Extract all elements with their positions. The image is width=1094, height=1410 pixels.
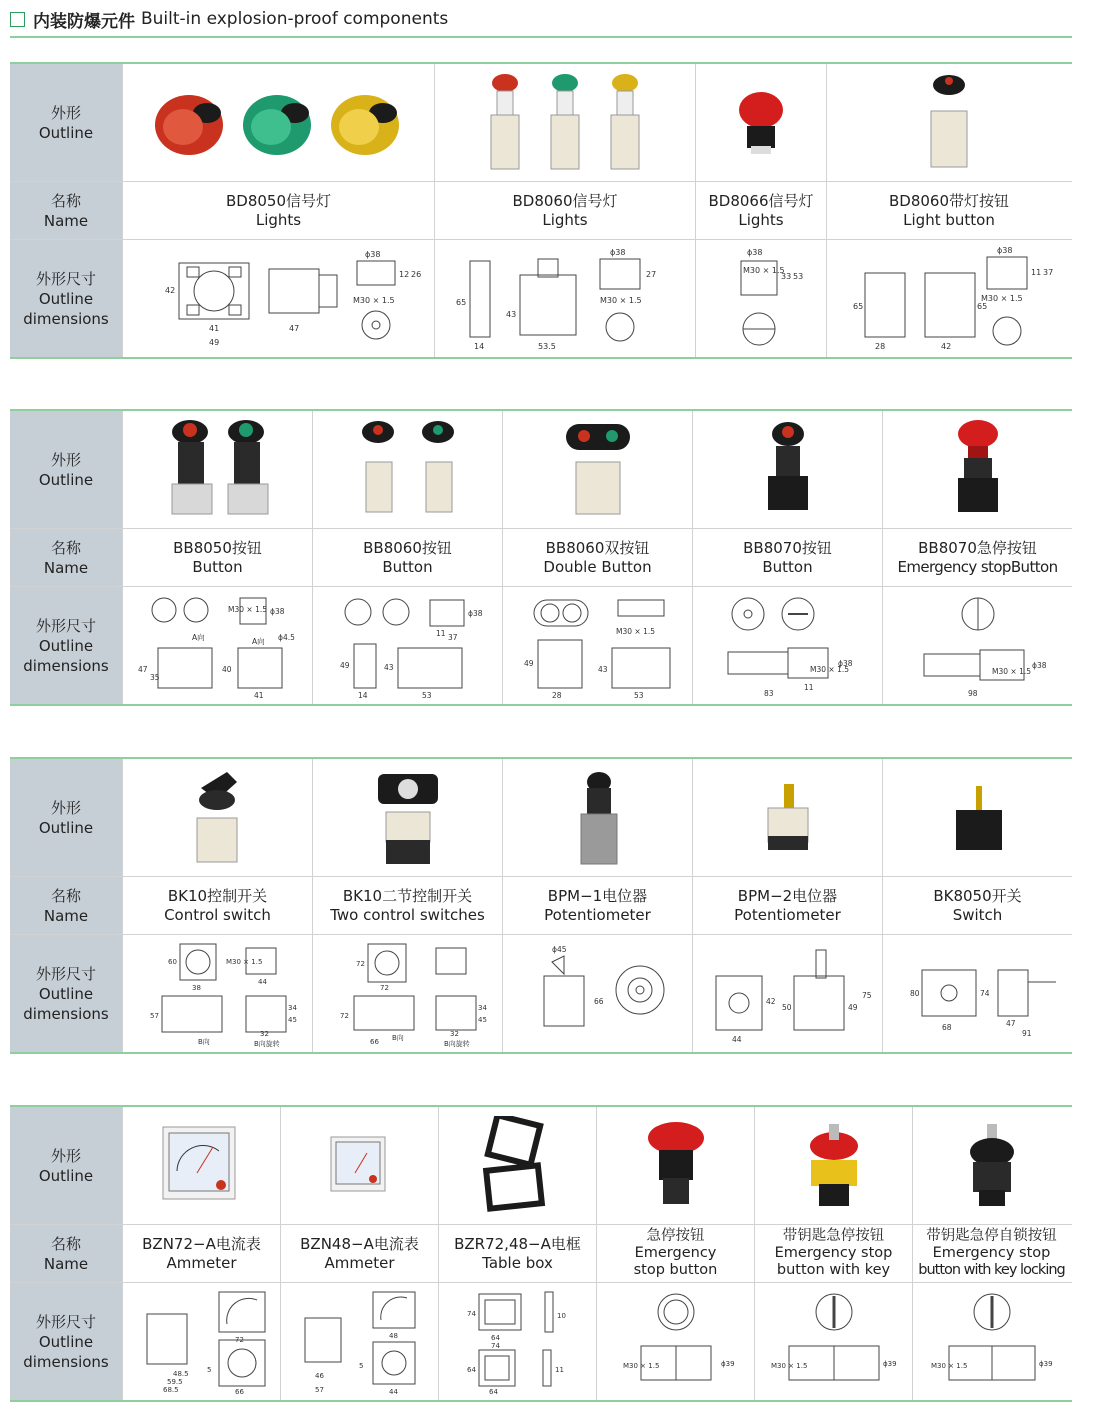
product-name-cell bbox=[692, 529, 882, 586]
label-en: Outline bbox=[38, 636, 94, 655]
section-meters bbox=[10, 1105, 1072, 1402]
product-name: BB8070按钮 bbox=[743, 538, 832, 557]
label-en: Name bbox=[43, 558, 89, 577]
product-name-en: Button bbox=[382, 557, 433, 576]
dim-label: 66 bbox=[593, 996, 604, 1006]
dim-label: ϕ4.5 bbox=[277, 632, 295, 642]
name-row bbox=[10, 1225, 1072, 1283]
dimensions-row bbox=[10, 935, 1072, 1052]
dimension-drawing bbox=[502, 587, 692, 704]
dim-label: 57 bbox=[149, 1011, 159, 1020]
product-photo-bb8070 bbox=[692, 411, 882, 528]
dim-label: 44 bbox=[257, 977, 267, 986]
label-en: Outline bbox=[38, 984, 94, 1003]
product-name-en: Double Button bbox=[543, 557, 652, 576]
dimension-drawing bbox=[596, 1283, 754, 1400]
dim-label: 11 bbox=[803, 682, 814, 692]
dim-label: 11 bbox=[554, 1365, 564, 1374]
dim-label: 74 bbox=[979, 988, 990, 998]
dim-label: 91 bbox=[1021, 1028, 1032, 1038]
label-en: Name bbox=[43, 211, 89, 230]
product-name-cell bbox=[695, 182, 826, 239]
label-zh: 外形 bbox=[50, 1146, 81, 1165]
dim-label: 43 bbox=[597, 664, 608, 674]
product-name: BB8060双按钮 bbox=[545, 538, 650, 557]
section-lights bbox=[10, 62, 1072, 359]
dim-label: 66 bbox=[234, 1387, 244, 1396]
product-photo-bpm2 bbox=[692, 759, 882, 876]
dim-label: M30 × 1.5 bbox=[615, 626, 655, 636]
dim-label: 75 bbox=[861, 990, 872, 1000]
product-name-cell bbox=[826, 182, 1071, 239]
product-photo-bd8060 bbox=[434, 64, 695, 181]
header-title-zh: 内装防爆元件 bbox=[33, 11, 135, 32]
dim-label: 34 bbox=[477, 1003, 487, 1012]
section-buttons bbox=[10, 409, 1072, 706]
dim-label: 49 bbox=[847, 1002, 858, 1012]
product-name: BZR72,48−A电框 bbox=[454, 1234, 581, 1253]
label-zh: 名称 bbox=[50, 538, 81, 557]
product-name: BB8050按钮 bbox=[173, 538, 262, 557]
outline-row bbox=[10, 411, 1072, 529]
dim-label: B向 bbox=[197, 1037, 210, 1046]
dim-label: 38 bbox=[191, 983, 201, 992]
green-button-icon bbox=[228, 420, 268, 514]
dim-label: 42 bbox=[164, 285, 175, 295]
product-name-cell bbox=[502, 877, 692, 934]
product-name: BZN72−A电流表 bbox=[142, 1234, 261, 1253]
product-photo-bb8060 bbox=[312, 411, 502, 528]
product-name: 带钥匙急停按钮 bbox=[782, 1228, 885, 1244]
dim-label: 65 bbox=[456, 297, 467, 307]
dim-label: 11 bbox=[435, 628, 446, 638]
product-name-en: Potentiometer bbox=[734, 905, 841, 924]
label-en: dimensions bbox=[23, 1004, 109, 1023]
dim-label: 43 bbox=[383, 662, 394, 672]
row-label-dimensions bbox=[10, 587, 122, 704]
dim-label: 37 bbox=[1043, 267, 1054, 277]
dim-label: 53.5 bbox=[538, 341, 556, 351]
dim-label: ϕ45 bbox=[551, 944, 566, 954]
label-zh: 名称 bbox=[50, 1234, 81, 1253]
dimension-drawing bbox=[695, 240, 826, 357]
dimension-drawing bbox=[122, 587, 312, 704]
product-name-cell bbox=[312, 529, 502, 586]
dim-label: ϕ38 bbox=[467, 608, 482, 618]
dim-label: 46 bbox=[314, 1371, 324, 1380]
row-label-outline bbox=[10, 64, 122, 181]
product-name-cell bbox=[502, 529, 692, 586]
header-title-en: Built-in explosion-proof components bbox=[141, 9, 449, 29]
dim-label: 64 bbox=[490, 1333, 500, 1342]
product-name-en: Emergency stop bbox=[932, 1245, 1051, 1261]
yellow-lamp-module-icon bbox=[611, 74, 639, 169]
label-zh: 名称 bbox=[50, 886, 81, 905]
dim-label: M30 × 1.5 bbox=[622, 1361, 659, 1370]
row-label-dimensions bbox=[10, 935, 122, 1052]
product-name: BD8066信号灯 bbox=[708, 191, 814, 210]
product-name: 急停按钮 bbox=[646, 1228, 705, 1244]
dim-label: 45 bbox=[477, 1015, 487, 1024]
dim-label: 59.5 bbox=[166, 1377, 183, 1386]
product-name-cell bbox=[122, 182, 434, 239]
dimension-drawing bbox=[502, 935, 692, 1052]
label-en: dimensions bbox=[23, 1352, 109, 1371]
product-name-cell bbox=[882, 877, 1072, 934]
dim-label: 28 bbox=[551, 690, 562, 700]
dim-label: 47 bbox=[137, 664, 148, 674]
dim-label: 10 bbox=[556, 1311, 566, 1320]
dim-label: A向 bbox=[191, 632, 205, 642]
dim-label: 42 bbox=[765, 996, 776, 1006]
product-name-cell bbox=[280, 1225, 438, 1282]
header-rule bbox=[10, 36, 1072, 38]
dim-label: ϕ38 bbox=[837, 658, 852, 668]
product-name-en: Button bbox=[192, 557, 243, 576]
dim-label: 47 bbox=[1005, 1018, 1016, 1028]
label-en: Outline bbox=[38, 470, 94, 489]
label-zh: 外形 bbox=[50, 450, 81, 469]
dim-label: 72 bbox=[339, 1011, 349, 1020]
dim-label: 72 bbox=[355, 959, 365, 968]
outline-row bbox=[10, 1107, 1072, 1225]
dimension-drawing bbox=[826, 240, 1071, 357]
product-name-en-line2: button with key bbox=[776, 1262, 891, 1278]
dimension-drawing bbox=[312, 587, 502, 704]
dimension-drawing bbox=[438, 1283, 596, 1400]
product-photo-bk8050 bbox=[882, 759, 1072, 876]
dim-label: 57 bbox=[314, 1385, 324, 1394]
dim-label: 49 bbox=[339, 660, 350, 670]
product-photo-emergency-key bbox=[754, 1107, 912, 1224]
dim-label: 60 bbox=[167, 957, 177, 966]
product-photo-bd8066 bbox=[695, 64, 826, 181]
dim-label: ϕ38 bbox=[269, 606, 284, 616]
dim-label: M30 × 1.5 bbox=[225, 957, 262, 966]
dim-label: 33 bbox=[781, 271, 792, 281]
product-photo-bb8070-emergency bbox=[882, 411, 1072, 528]
product-name-cell bbox=[122, 529, 312, 586]
dim-label: M30 × 1.5 bbox=[770, 1361, 807, 1370]
dim-label: ϕ39 bbox=[720, 1359, 735, 1368]
row-label-outline bbox=[10, 411, 122, 528]
page-header bbox=[10, 6, 448, 32]
product-name-en: Button bbox=[762, 557, 813, 576]
dim-label: 64 bbox=[466, 1365, 476, 1374]
dim-label: 26 bbox=[410, 269, 421, 279]
product-name: 带钥匙急停自锁按钮 bbox=[926, 1228, 1057, 1244]
product-name: BD8060带灯按钮 bbox=[888, 191, 1009, 210]
name-row bbox=[10, 529, 1072, 587]
product-photo-bzn72 bbox=[122, 1107, 280, 1224]
dim-label: 45 bbox=[287, 1015, 297, 1024]
product-name-en: Two control switches bbox=[330, 905, 485, 924]
dimension-drawing bbox=[882, 587, 1072, 704]
dim-label: ϕ38 bbox=[997, 245, 1013, 255]
dimension-drawing bbox=[692, 587, 882, 704]
green-lamp-module-icon bbox=[551, 74, 579, 169]
product-name-cell bbox=[882, 529, 1072, 586]
row-label-name bbox=[10, 877, 122, 934]
dim-label: M30 × 1.5 bbox=[352, 295, 395, 305]
product-name: BZN48−A电流表 bbox=[300, 1234, 419, 1253]
dim-label: 65 bbox=[977, 301, 988, 311]
dim-label: B向 bbox=[391, 1033, 404, 1042]
label-en: Name bbox=[43, 906, 89, 925]
dim-label: 14 bbox=[474, 341, 485, 351]
yellow-lamp-icon bbox=[331, 95, 399, 155]
dim-label: B向旋转 bbox=[443, 1039, 470, 1048]
product-name-en: Lights bbox=[255, 210, 302, 229]
green-lamp-icon bbox=[243, 95, 311, 155]
product-photo-bk10-two bbox=[312, 759, 502, 876]
product-name-en: Ammeter bbox=[324, 1253, 395, 1272]
red-lamp-module-icon bbox=[491, 74, 519, 169]
dimensions-row bbox=[10, 1283, 1072, 1400]
product-name: BK10二节控制开关 bbox=[342, 886, 473, 905]
label-zh: 外形 bbox=[50, 798, 81, 817]
dim-label: 44 bbox=[388, 1387, 398, 1396]
dimension-drawing bbox=[912, 1283, 1070, 1400]
product-name: BPM−2电位器 bbox=[737, 886, 838, 905]
dim-label: 34 bbox=[287, 1003, 297, 1012]
label-en: Outline bbox=[38, 1332, 94, 1351]
label-en: Outline bbox=[38, 818, 94, 837]
dim-label: 40 bbox=[221, 664, 232, 674]
product-name-cell bbox=[754, 1225, 912, 1282]
row-label-name bbox=[10, 182, 122, 239]
product-name-en: Emergency bbox=[634, 1245, 717, 1261]
label-zh: 外形尺寸 bbox=[35, 616, 96, 635]
product-name-cell bbox=[912, 1225, 1070, 1282]
row-label-name bbox=[10, 529, 122, 586]
product-photo-bzr-frame bbox=[438, 1107, 596, 1224]
product-photo-bk10 bbox=[122, 759, 312, 876]
dim-label: 5 bbox=[358, 1361, 363, 1370]
dim-label: 53 bbox=[793, 271, 804, 281]
row-label-outline bbox=[10, 1107, 122, 1224]
dim-label: ϕ39 bbox=[1038, 1359, 1053, 1368]
dim-label: 42 bbox=[941, 341, 952, 351]
dim-label: 28 bbox=[875, 341, 886, 351]
dim-label: 32 bbox=[259, 1029, 269, 1038]
label-zh: 外形尺寸 bbox=[35, 1312, 96, 1331]
name-row bbox=[10, 877, 1072, 935]
row-label-dimensions bbox=[10, 1283, 122, 1400]
product-photo-bzn48 bbox=[280, 1107, 438, 1224]
product-name-cell bbox=[438, 1225, 596, 1282]
dim-label: ϕ38 bbox=[610, 247, 626, 257]
dim-label: 72 bbox=[379, 983, 389, 992]
dimension-drawing bbox=[122, 1283, 280, 1400]
label-en: Outline bbox=[38, 1166, 94, 1185]
dim-label: M30 × 1.5 bbox=[809, 664, 849, 674]
dim-label: 5 bbox=[206, 1365, 211, 1374]
product-name: BD8050信号灯 bbox=[225, 191, 331, 210]
dimension-drawing bbox=[122, 935, 312, 1052]
dim-label: 49 bbox=[523, 658, 534, 668]
dimension-drawing bbox=[122, 240, 434, 357]
dimension-drawing bbox=[434, 240, 695, 357]
dim-label: 68 bbox=[941, 1022, 952, 1032]
product-name-cell bbox=[692, 877, 882, 934]
dim-label: 44 bbox=[731, 1034, 742, 1044]
label-zh: 外形尺寸 bbox=[35, 964, 96, 983]
dim-label: 53 bbox=[421, 690, 432, 700]
product-photo-bpm1 bbox=[502, 759, 692, 876]
dim-label: 27 bbox=[646, 269, 657, 279]
label-zh: 名称 bbox=[50, 191, 81, 210]
product-name-en: Switch bbox=[952, 905, 1003, 924]
dim-label: ϕ39 bbox=[882, 1359, 897, 1368]
dim-label: 14 bbox=[357, 690, 368, 700]
product-name-cell bbox=[312, 877, 502, 934]
dim-label: M30 × 1.5 bbox=[930, 1361, 967, 1370]
outline-row bbox=[10, 759, 1072, 877]
label-en: Outline bbox=[38, 289, 94, 308]
product-name-en: Light button bbox=[903, 210, 995, 229]
dim-label: 80 bbox=[909, 988, 920, 998]
dim-label: M30 × 1.5 bbox=[981, 293, 1023, 303]
dimension-drawing bbox=[312, 935, 502, 1052]
dim-label: 41 bbox=[208, 323, 219, 333]
dim-label: 11 bbox=[1031, 267, 1042, 277]
dim-label: ϕ38 bbox=[364, 249, 380, 259]
red-lamp-icon bbox=[155, 95, 223, 155]
product-name-en: Control switch bbox=[164, 905, 271, 924]
dim-label: 12 bbox=[398, 269, 409, 279]
product-photo-bd8060-button bbox=[826, 64, 1071, 181]
product-name-en: Emergency stopButton bbox=[897, 557, 1058, 576]
product-name-en: Potentiometer bbox=[544, 905, 651, 924]
row-label-name bbox=[10, 1225, 122, 1282]
dim-label: 98 bbox=[967, 688, 978, 698]
product-name-en: Ammeter bbox=[166, 1253, 237, 1272]
label-zh: 外形尺寸 bbox=[35, 269, 96, 288]
dim-label: ϕ38 bbox=[1031, 660, 1046, 670]
dim-label: A向 bbox=[251, 636, 265, 646]
product-photo-bd8050 bbox=[122, 64, 434, 181]
label-zh: 外形 bbox=[50, 103, 81, 122]
product-name-cell bbox=[434, 182, 695, 239]
dim-label: M30 × 1.5 bbox=[227, 604, 267, 614]
product-photo-bb8060-double bbox=[502, 411, 692, 528]
dim-label: 65 bbox=[853, 301, 864, 311]
row-label-outline bbox=[10, 759, 122, 876]
dim-label: 74 bbox=[490, 1341, 500, 1350]
red-button-icon bbox=[172, 420, 212, 514]
dim-label: 37 bbox=[447, 632, 458, 642]
product-name-cell bbox=[122, 877, 312, 934]
product-photo-bb8050 bbox=[122, 411, 312, 528]
dim-label: 43 bbox=[506, 309, 517, 319]
dimension-drawing bbox=[754, 1283, 912, 1400]
dim-label: 74 bbox=[466, 1309, 476, 1318]
dim-label: 47 bbox=[288, 323, 299, 333]
product-name-en: Emergency stop bbox=[774, 1245, 893, 1261]
section-checkbox bbox=[10, 12, 25, 27]
dim-label: 32 bbox=[449, 1029, 459, 1038]
product-name-en: Lights bbox=[738, 210, 784, 229]
product-name: BB8070急停按钮 bbox=[918, 538, 1037, 557]
dim-label: B向旋转 bbox=[253, 1039, 280, 1048]
dim-label: 66 bbox=[369, 1037, 379, 1046]
label-en: dimensions bbox=[23, 309, 109, 328]
product-name-en-line2: button with key locking bbox=[918, 1262, 1065, 1278]
dim-label: 48.5 bbox=[172, 1369, 189, 1378]
dimensions-row bbox=[10, 587, 1072, 704]
dimension-drawing bbox=[280, 1283, 438, 1400]
dim-label: 68.5 bbox=[162, 1385, 179, 1394]
product-name: BK10控制开关 bbox=[167, 886, 268, 905]
dim-label: M30 × 1.5 bbox=[991, 666, 1031, 676]
dim-label: 64 bbox=[488, 1387, 498, 1396]
product-name: BB8060按钮 bbox=[363, 538, 452, 557]
dim-label: 41 bbox=[253, 690, 264, 700]
dim-label: 50 bbox=[781, 1002, 792, 1012]
name-row bbox=[10, 182, 1072, 240]
product-photo-emergency-stop bbox=[596, 1107, 754, 1224]
dim-label: ϕ38 bbox=[747, 247, 763, 257]
dimension-drawing bbox=[692, 935, 882, 1052]
dim-label: 72 bbox=[234, 1335, 244, 1344]
outline-row bbox=[10, 64, 1072, 182]
section-switches bbox=[10, 757, 1072, 1054]
dim-label: 35 bbox=[149, 672, 160, 682]
dimensions-row bbox=[10, 240, 1072, 357]
label-en: Outline bbox=[38, 123, 94, 142]
product-name: BPM−1电位器 bbox=[547, 886, 648, 905]
dim-label: M30 × 1.5 bbox=[600, 295, 642, 305]
product-name-en: Table box bbox=[482, 1253, 553, 1272]
red-button-module-icon bbox=[362, 421, 394, 512]
dim-label: 53 bbox=[633, 690, 644, 700]
dimension-drawing bbox=[882, 935, 1072, 1052]
dim-label: 48 bbox=[388, 1331, 398, 1340]
product-name-en: Lights bbox=[542, 210, 588, 229]
product-photo-emergency-key-lock bbox=[912, 1107, 1070, 1224]
product-name: BK8050开关 bbox=[933, 886, 1022, 905]
product-name-cell bbox=[596, 1225, 754, 1282]
product-name-en-line2: stop button bbox=[633, 1262, 718, 1278]
green-button-module-icon bbox=[422, 421, 454, 512]
row-label-dimensions bbox=[10, 240, 122, 357]
dim-label: M30 × 1.5 bbox=[743, 265, 785, 275]
product-name-cell bbox=[122, 1225, 280, 1282]
product-name: BD8060信号灯 bbox=[512, 191, 618, 210]
dim-label: 83 bbox=[763, 688, 774, 698]
dim-label: 49 bbox=[208, 337, 219, 347]
label-en: Name bbox=[43, 1254, 89, 1273]
label-en: dimensions bbox=[23, 656, 109, 675]
